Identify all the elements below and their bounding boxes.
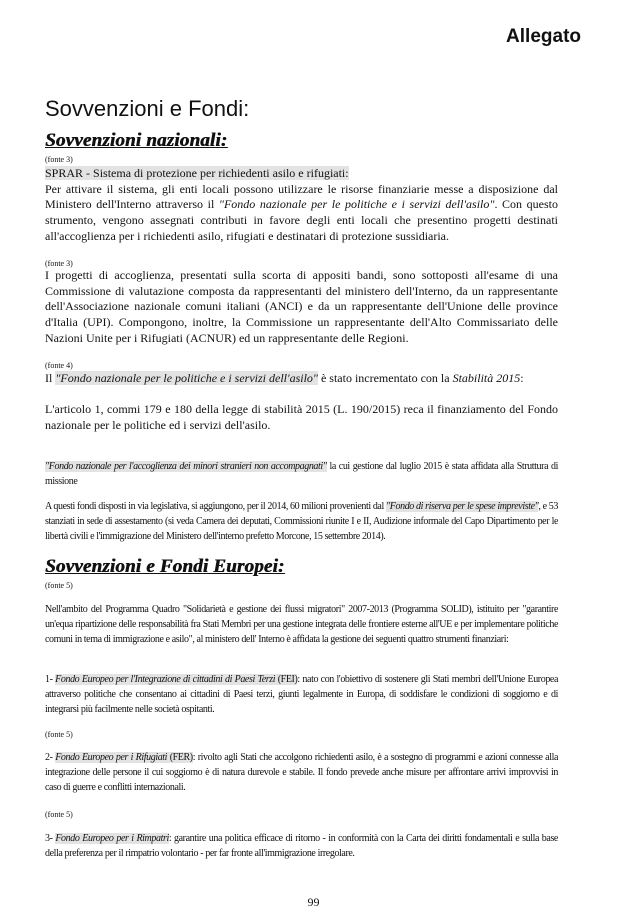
list-item-rimpatri: 3- Fondo Europeo per i Rimpatri: garantire una politica efficace di ritorno - in conformità con la Carta dei diritti fondamentali e sulla base della preferenza per il rimpatrio volontario - per far fronte all'immigrazione irregolare. [45, 833, 558, 859]
paragraph-sprar: SPRAR - Sistema di protezione per richiedenti asilo e rifugiati: Per attivare il sistema, gli enti locali possono utilizzare le risorse finanziarie messe a disposizione dal Ministero dell'Interno attraverso il "Fondo nazionale per le politiche e i servizi dell'asilo". Con questo strumento, vengono assegnati contributi in favore degli enti locali che presentino progetti destinati all'accoglienza per i richiedenti asilo, rifugiati e destinatari di protezione sussidiaria. [45, 166, 558, 243]
paragraph-fondo-incrementato: Il "Fondo nazionale per le politiche e i servizi dell'asilo" è stato incrementato con la Stabilità 2015: [45, 371, 524, 385]
paragraph-fondo-riserva: A questi fondi disposti in via legislativa, si aggiungono, per il 2014, 60 milioni provenienti dal "Fondo di riserva per le spese impreviste", e 53 stanziati in sede di assestamento (si veda Camera dei deputati, Commissioni riunite I e II, Audizione informale del Capo Dipartimento per le libertà civili e l'immigrazione del Ministero dell'interno prefetto Morcone, 15 settembre 2014). [45, 501, 559, 542]
source-note: (fonte 5) [45, 730, 73, 739]
paragraph-progetti: I progetti di accoglienza, presentati sulla scorta di appositi bandi, sono sottoposti all'esame di una Commissione di valutazione composta da rappresentanti del ministero dell'Interno, da un rappresentante dell'Associazione nazionale comuni italiani (ANCI) e da un rappresentante dell'Unione delle province d'Italia (UPI). Compongono, inoltre, la Commissione un rappresentante dell'Alto Commissariato delle Nazioni Unite per i Rifugiati (ACNUR) ed un rappresentante delle Regioni. [45, 268, 558, 345]
source-note: (fonte 4) [45, 361, 73, 370]
source-note: (fonte 3) [45, 259, 73, 268]
source-note: (fonte 5) [45, 581, 73, 590]
page-number: 99 [307, 895, 320, 909]
highlight-sprar-title: SPRAR - Sistema di protezione per richiedenti asilo e rifugiati: [45, 166, 349, 180]
paragraph-legge-stabilita: L'articolo 1, commi 179 e 180 della legge di stabilità 2015 (L. 190/2015) reca il finanziamento del Fondo nazionale per le politiche ed i servizi dell'asilo. [45, 402, 558, 432]
section-heading-europei: Sovvenzioni e Fondi Europei: [45, 556, 285, 577]
paragraph-programma-solid: Nell'ambito del Programma Quadro "Solidarietà e gestione dei flussi migratori" 2007-2013 (Programma SOLID), istituito per "garantire un'equa ripartizione delle responsabilità fra Stati Membri per una gestione integrata delle frontiere esterne all'UE e per implementare politiche comuni in tema di immigrazione e asilo", al ministero dell' Interno è affidata la gestione dei seguenti quattro strumenti finanziari: [45, 604, 558, 645]
list-item-fer: 2- Fondo Europeo per i Rifugiati (FER): rivolto agli Stati che accolgono richiedenti asilo, è a sostegno di programmi e azioni connesse alla integrazione delle persone il cui soggiorno è di natura durevole e stabile. Il fondo prevede anche misure per affrontare arrivi improvvisi in caso di guerre e conflitti internazionali. [45, 752, 559, 793]
paragraph-minori: "Fondo nazionale per l'accoglienza dei minori stranieri non accompagnati" la cui gestione dal luglio 2015 è stata affidata alla Struttura di missione [45, 461, 558, 487]
list-item-fei: 1- Fondo Europeo per l'Integrazione di cittadini di Paesi Terzi (FEI): nato con l'obiettivo di sostenere gli Stati membri dell'Unione Europea attraverso politiche che consentano ai cittadini di Paesi terzi, giunti legalmente in Europa, di soddisfare le condizioni di soggiorno e di integrarsi più facilmente nelle società ospitanti. [45, 674, 559, 715]
section-heading-nazionali: Sovvenzioni nazionali: [45, 130, 228, 151]
source-note: (fonte 3) [45, 155, 73, 164]
page-title: Sovvenzioni e Fondi: [45, 96, 250, 121]
header-label: Allegato [506, 26, 581, 47]
source-note: (fonte 5) [45, 810, 73, 819]
